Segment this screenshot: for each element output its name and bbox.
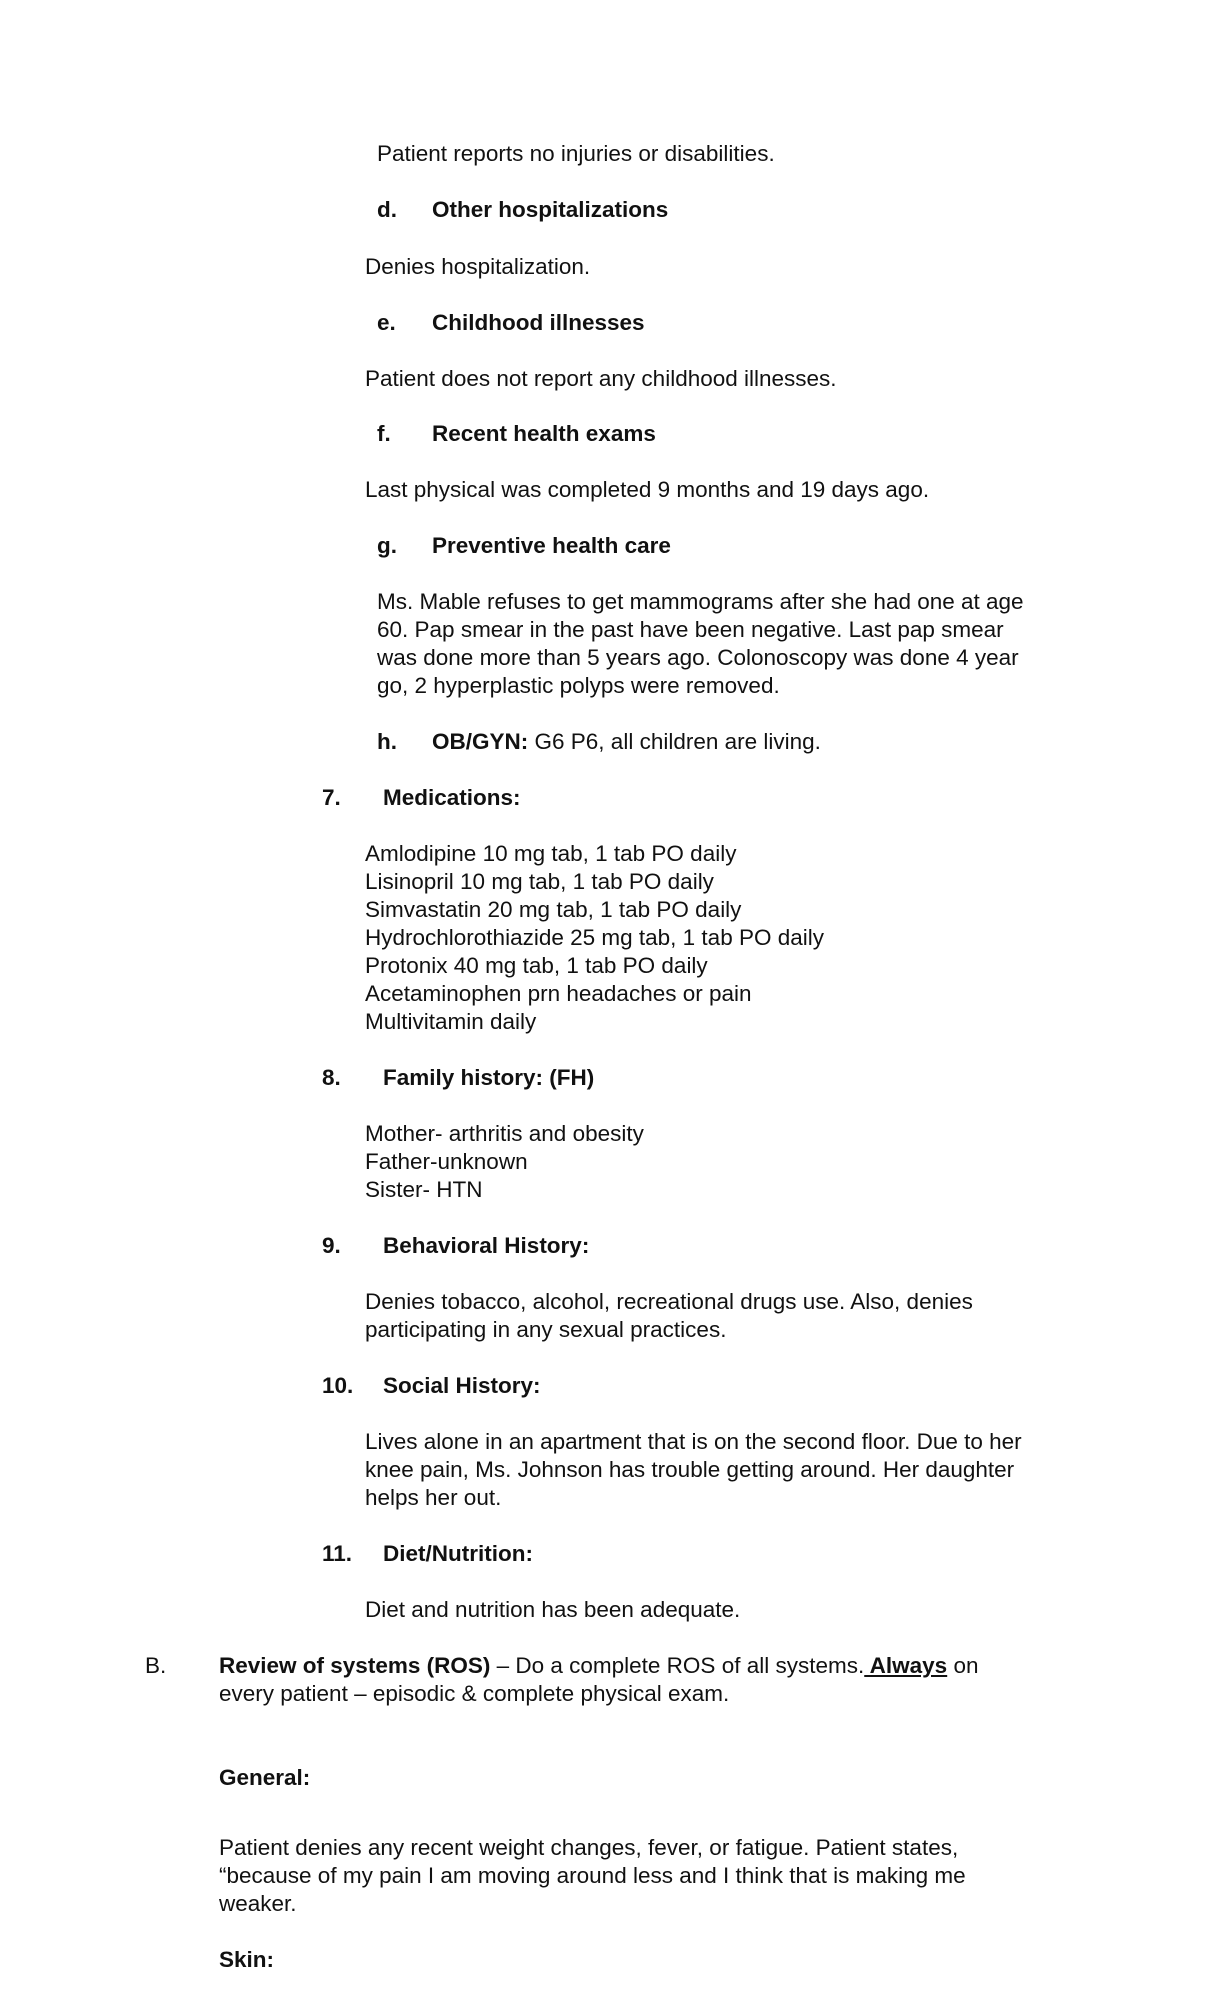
preventive-line: Ms. Mable refuses to get mammograms after she had one at age [377,589,1024,614]
childhood-text: Patient does not report any childhood illnesses. [365,366,837,391]
ros-line1-rest: – Do a complete ROS of all systems. [490,1653,865,1678]
medication-item: Protonix 40 mg tab, 1 tab PO daily [365,953,708,978]
behavioral-line: Denies tobacco, alcohol, recreational drugs use. Also, denies [365,1289,973,1314]
ros-heading: Review of systems (ROS) [219,1653,491,1678]
hospitalizations-text: Denies hospitalization. [365,254,591,279]
general-line: “because of my pain I am moving around less and I think that is making me [219,1863,966,1888]
exams-marker: f. [377,421,391,446]
preventive-line: was done more than 5 years ago. Colonoscopy was done 4 year [377,645,1019,670]
ros-always: Always [864,1653,948,1678]
hospitalizations-heading: Other hospitalizations [432,197,669,222]
preventive-marker: g. [377,533,397,558]
social-line: Lives alone in an apartment that is on the second floor. Due to her [365,1429,1022,1454]
behavioral-line: participating in any sexual practices. [365,1317,727,1342]
family-heading: Family history: (FH) [383,1065,595,1090]
obgyn-heading: OB/GYN: [432,729,529,754]
ros-letter: B. [145,1653,167,1678]
hospitalizations-marker: d. [377,197,397,222]
family-number: 8. [322,1065,341,1090]
childhood-heading: Childhood illnesses [432,310,645,335]
diet-heading: Diet/Nutrition: [383,1541,533,1566]
medications-number: 7. [322,785,341,810]
preventive-line: go, 2 hyperplastic polyps were removed. [377,673,780,698]
general-line: weaker. [219,1891,297,1916]
medication-item: Simvastatin 20 mg tab, 1 tab PO daily [365,897,742,922]
diet-number: 11. [322,1541,353,1566]
medication-item: Hydrochlorothiazide 25 mg tab, 1 tab PO daily [365,925,824,950]
social-heading: Social History: [383,1373,541,1398]
general-line: Patient denies any recent weight changes, fever, or fatigue. Patient states, [219,1835,959,1860]
medication-item: Lisinopril 10 mg tab, 1 tab PO daily [365,869,714,894]
medication-item: Multivitamin daily [365,1009,537,1034]
social-number: 10. [322,1373,354,1398]
exams-heading: Recent health exams [432,421,656,446]
diet-text: Diet and nutrition has been adequate. [365,1597,741,1622]
exams-text: Last physical was completed 9 months and 19 days ago. [365,477,930,502]
social-line: knee pain, Ms. Johnson has trouble getting around. Her daughter [365,1457,1015,1482]
ros-line2: every patient – episodic & complete physical exam. [219,1681,730,1706]
medications-heading: Medications: [383,785,521,810]
behavioral-heading: Behavioral History: [383,1233,590,1258]
family-item: Father-unknown [365,1149,528,1174]
preventive-line: 60. Pap smear in the past have been negative. Last pap smear [377,617,1004,642]
medication-item: Amlodipine 10 mg tab, 1 tab PO daily [365,841,737,866]
social-line: helps her out. [365,1485,502,1510]
general-heading: General: [219,1765,311,1790]
obgyn-marker: h. [377,729,397,754]
skin-heading: Skin: [219,1947,275,1972]
medication-item: Acetaminophen prn headaches or pain [365,981,752,1006]
childhood-marker: e. [377,310,396,335]
obgyn-text: G6 P6, all children are living. [528,729,821,754]
behavioral-number: 9. [322,1233,341,1258]
ros-line [219,1655,978,1678]
injuries-text: Patient reports no injuries or disabilities. [377,141,775,166]
obgyn-line [432,731,821,754]
ros-line1-end: on [947,1653,979,1678]
preventive-heading: Preventive health care [432,533,671,558]
family-item: Mother- arthritis and obesity [365,1121,644,1146]
family-item: Sister- HTN [365,1177,483,1202]
